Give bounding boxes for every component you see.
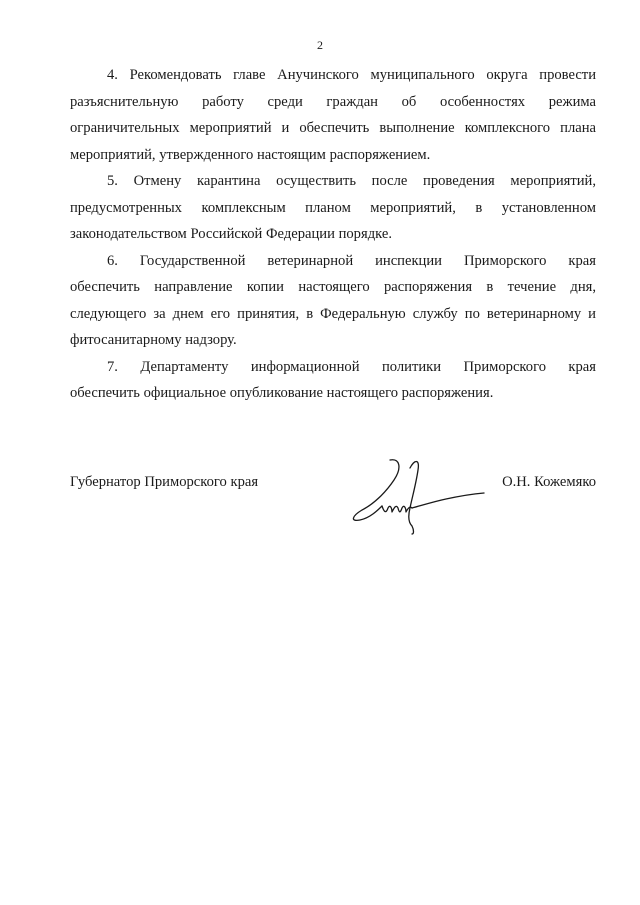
paragraph-7 [70, 354, 596, 407]
paragraph-line: 5. Отмену карантина осуществить после проведения мероприятий, [107, 173, 596, 189]
paragraph-line: 6. Государственной ветеринарной инспекции Приморского края [107, 252, 596, 269]
paragraph-line: следующего за днем его принятия, в Федеральную службу по ветеринарному и [70, 305, 596, 322]
paragraph-line: мероприятий, утвержденного настоящим распоряжением. [70, 146, 431, 163]
paragraph-line: 4. Рекомендовать главе Анучинского муниципального округа провести [107, 67, 596, 83]
paragraph-line: предусмотренных комплексным планом мероприятий, в установленном [70, 199, 596, 216]
paragraph-line: разъяснительную работу среди граждан об особенностях режима [70, 93, 596, 110]
paragraph-4 [70, 62, 596, 168]
paragraph-5 [70, 168, 596, 248]
document-body [70, 62, 596, 407]
signature-block [70, 472, 596, 552]
paragraph-line: законодательством Российской Федерации порядке. [70, 226, 392, 242]
paragraph-6 [70, 248, 596, 354]
signer-title: Губернатор Приморского края [70, 474, 259, 490]
page-number: 2 [317, 38, 323, 52]
signer-name: О.Н. Кожемяко [502, 474, 596, 490]
paragraph-line: ограничительных мероприятий и обеспечить выполнение комплексного плана [70, 120, 596, 136]
paragraph-line: 7. Департаменту информационной политики Приморского края [107, 358, 596, 375]
handwritten-signature [348, 456, 488, 536]
paragraph-line: фитосанитарному надзору. [70, 332, 237, 348]
paragraph-line: обеспечить направление копии настоящего распоряжения в течение дня, [70, 279, 596, 295]
paragraph-line: обеспечить официальное опубликование настоящего распоряжения. [70, 385, 494, 401]
